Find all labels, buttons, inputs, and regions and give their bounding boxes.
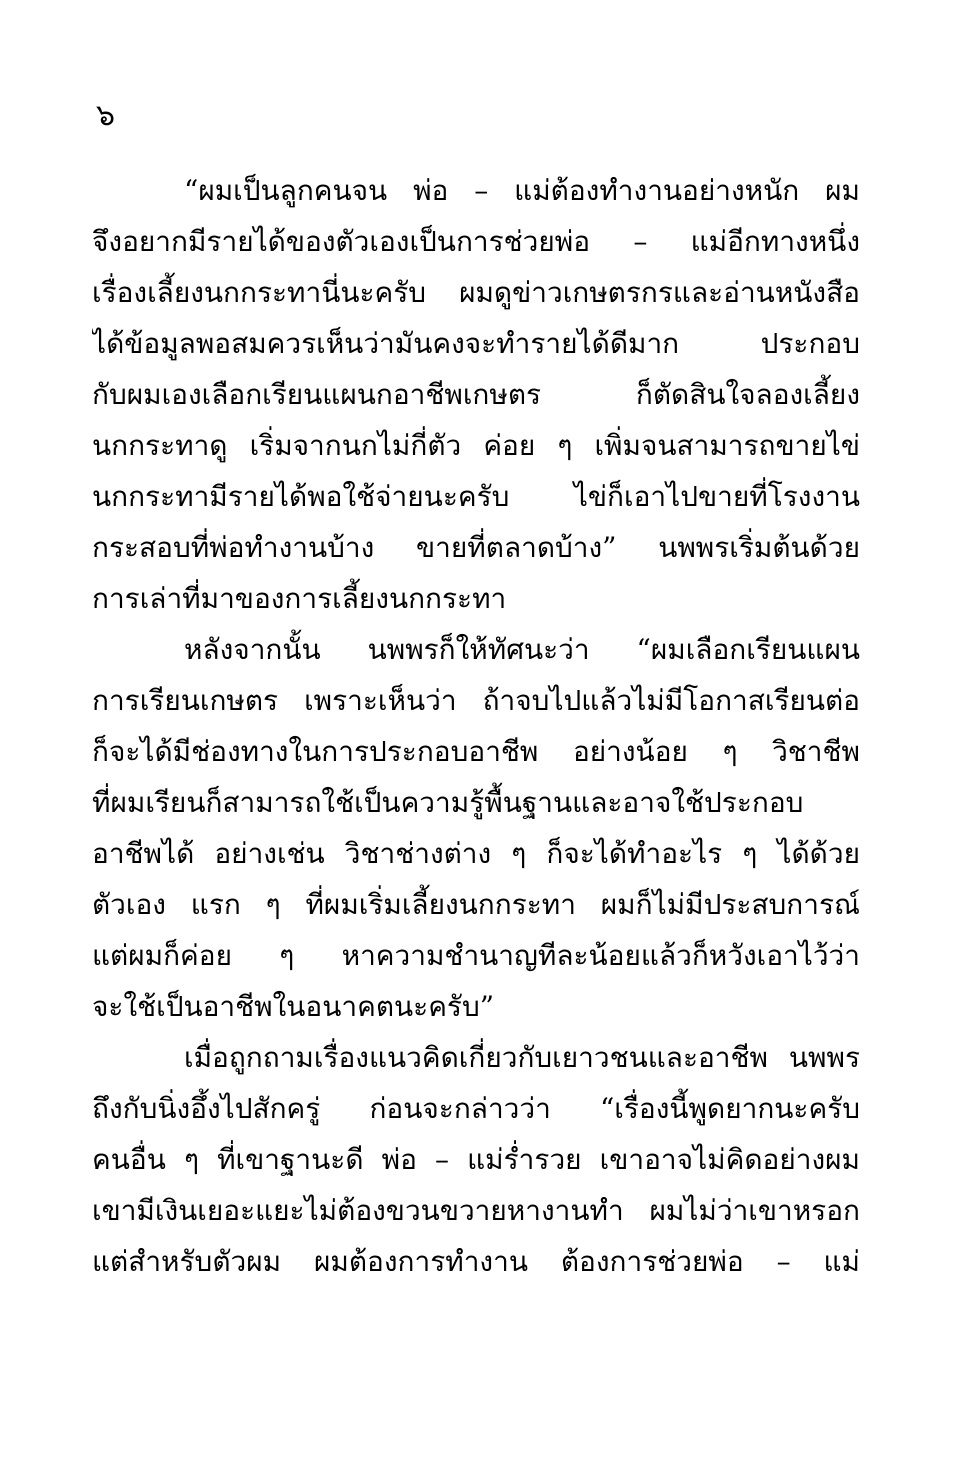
- text-line: จะใช้เป็นอาชีพในอนาคตนะครับ”: [92, 990, 495, 1023]
- paragraph-3: [92, 1032, 860, 1287]
- text-line: จึงอยากมีรายได้ของตัวเองเป็นการช่วยพ่อ – แม่อีกทางหนึ่ง: [92, 225, 860, 258]
- text-line: ก็จะได้มีช่องทางในการประกอบอาชีพ อย่างน้อย ๆ วิชาชีพ: [92, 735, 860, 768]
- text-line: เรื่องเลี้ยงนกกระทานี่นะครับ ผมดูข่าวเกษตรกรและอ่านหนังสือ: [92, 276, 860, 309]
- body-text: [92, 165, 860, 1287]
- text-line: เมื่อถูกถามเรื่องแนวคิดเกี่ยวกับเยาวชนและอาชีพ นพพร: [184, 1041, 860, 1074]
- text-line: การเรียนเกษตร เพราะเห็นว่า ถ้าจบไปแล้วไม่มีโอกาสเรียนต่อ: [92, 684, 860, 717]
- text-line: เขามีเงินเยอะแยะไม่ต้องขวนขวายหางานทำ ผมไม่ว่าเขาหรอก: [92, 1194, 860, 1227]
- text-line: แต่สำหรับตัวผม ผมต้องการทำงาน ต้องการช่วยพ่อ – แม่: [92, 1245, 860, 1278]
- text-line: คนอื่น ๆ ที่เขาฐานะดี พ่อ – แม่ร่ำรวย เขาอาจไม่คิดอย่างผม: [92, 1143, 860, 1176]
- text-line: “ผมเป็นลูกคนจน พ่อ – แม่ต้องทำงานอย่างหนัก ผม: [184, 174, 860, 207]
- text-line: ที่ผมเรียนก็สามารถใช้เป็นความรู้พื้นฐานและอาจใช้ประกอบ: [92, 786, 804, 819]
- text-line: ได้ข้อมูลพอสมควรเห็นว่ามันคงจะทำรายได้ดีมาก ประกอบ: [92, 327, 860, 360]
- text-line: อาชีพได้ อย่างเช่น วิชาช่างต่าง ๆ ก็จะได้ทำอะไร ๆ ได้ด้วย: [92, 837, 860, 870]
- text-line: กับผมเองเลือกเรียนแผนกอาชีพเกษตร ก็ตัดสินใจลองเลี้ยง: [92, 378, 860, 411]
- paragraph-1: [92, 165, 860, 624]
- text-line: ตัวเอง แรก ๆ ที่ผมเริ่มเลี้ยงนกกระทา ผมก็ไม่มีประสบการณ์: [92, 888, 860, 921]
- text-line: แต่ผมก็ค่อย ๆ หาความชำนาญทีละน้อยแล้วก็หวังเอาไว้ว่า: [92, 939, 860, 972]
- text-line: หลังจากนั้น นพพรก็ให้ทัศนะว่า “ผมเลือกเรียนแผน: [184, 633, 860, 666]
- text-line: นกกระทาดู เริ่มจากนกไม่กี่ตัว ค่อย ๆ เพิ่มจนสามารถขายไข่: [92, 429, 860, 462]
- text-line: ถึงกับนิ่งอึ้งไปสักครู่ ก่อนจะกล่าวว่า “เรื่องนี้พูดยากนะครับ: [92, 1092, 860, 1125]
- paragraph-2: [92, 624, 860, 1032]
- page-number: ๖: [96, 98, 116, 133]
- text-line: กระสอบที่พ่อทำงานบ้าง ขายที่ตลาดบ้าง” นพพรเริ่มต้นด้วย: [92, 531, 860, 564]
- text-line: การเล่าที่มาของการเลี้ยงนกกระทา: [92, 582, 507, 615]
- text-line: นกกระทามีรายได้พอใช้จ่ายนะครับ ไข่ก็เอาไปขายที่โรงงาน: [92, 480, 860, 513]
